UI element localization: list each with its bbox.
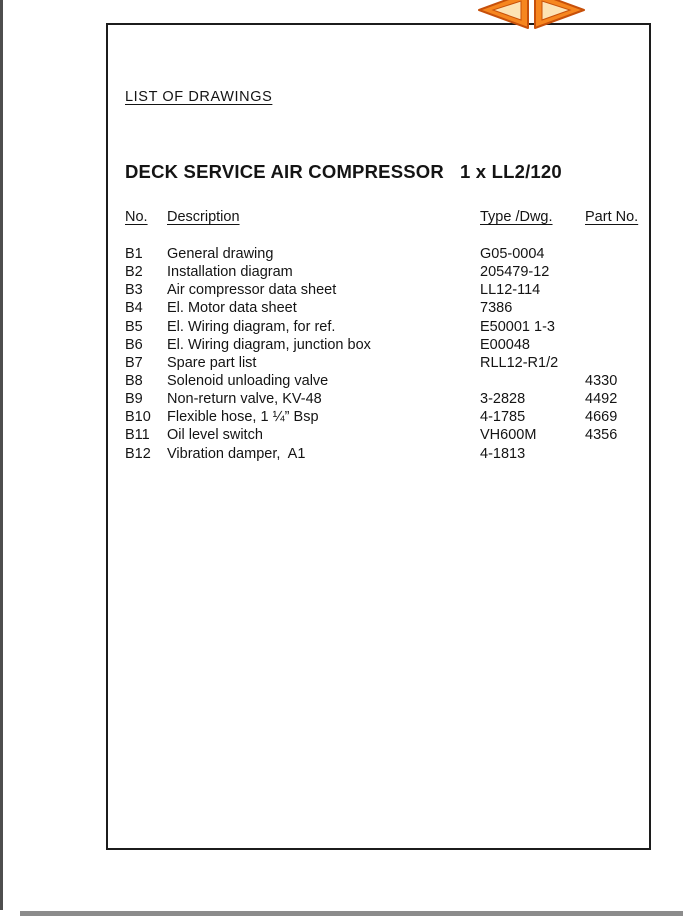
cell-part-no: 4356 — [585, 427, 618, 444]
cell-type-dwg: 4-1785 — [480, 409, 526, 426]
table-row — [108, 372, 649, 390]
cell-type-dwg: RLL12-R1/2 — [480, 354, 559, 371]
cell-no: B12 — [125, 445, 151, 462]
cell-part-no — [585, 354, 649, 372]
table-row — [108, 390, 649, 408]
cell-part-no — [585, 318, 649, 336]
cell-description: El. Wiring diagram, junction box — [167, 336, 371, 353]
cell-type-dwg: 3-2828 — [480, 391, 526, 408]
cell-no: B3 — [125, 282, 143, 299]
cell-no: B2 — [125, 264, 143, 281]
document-page — [106, 23, 651, 850]
scan-edge-bottom — [20, 911, 683, 916]
cell-type-dwg: E00048 — [480, 336, 530, 353]
table-row — [108, 354, 649, 372]
table-row — [108, 281, 649, 299]
cell-part-no — [585, 263, 649, 281]
table-row — [108, 445, 649, 463]
cell-description: Spare part list — [167, 354, 257, 371]
cell-description: Non-return valve, KV-48 — [167, 391, 322, 408]
column-header-part-no: Part No. — [585, 209, 639, 225]
table-row — [108, 426, 649, 444]
table-row — [108, 263, 649, 281]
cell-no: B8 — [125, 372, 143, 389]
cell-type-dwg — [480, 372, 585, 390]
table-row — [108, 336, 649, 354]
cell-no: B7 — [125, 354, 143, 371]
cell-description: Air compressor data sheet — [167, 282, 337, 299]
cell-no: B10 — [125, 409, 151, 426]
cell-description: El. Wiring diagram, for ref. — [167, 318, 336, 335]
cell-description: Solenoid unloading valve — [167, 372, 329, 389]
cell-no: B11 — [125, 427, 150, 444]
page-nav — [477, 0, 587, 29]
table-row — [108, 299, 649, 317]
document-title: DECK SERVICE AIR COMPRESSOR 1 x LL2/120 — [125, 161, 562, 182]
cell-type-dwg: 205479-12 — [480, 264, 550, 281]
cell-description: El. Motor data sheet — [167, 300, 297, 317]
scan-edge-left — [0, 0, 3, 910]
cell-type-dwg: LL12-114 — [480, 282, 541, 299]
cell-type-dwg: 4-1813 — [480, 445, 526, 462]
table-row — [108, 408, 649, 426]
table-row — [108, 318, 649, 336]
cell-no: B1 — [125, 246, 143, 262]
cell-part-no — [585, 445, 649, 463]
cell-type-dwg: VH600M — [480, 427, 537, 444]
column-header-type-dwg: Type /Dwg. — [480, 209, 553, 225]
cell-part-no: 4330 — [585, 372, 618, 389]
next-page-icon[interactable] — [534, 0, 586, 29]
cell-description: General drawing — [167, 246, 274, 262]
cell-description: Vibration damper, A1 — [167, 445, 306, 462]
cell-type-dwg: E50001 1-3 — [480, 318, 555, 335]
cell-part-no — [585, 245, 649, 263]
column-header-no: No. — [125, 209, 148, 225]
cell-description: Flexible hose, 1 ¼” Bsp — [167, 409, 319, 426]
page-heading: LIST OF DRAWINGS — [125, 89, 273, 105]
cell-part-no — [585, 299, 649, 317]
cell-no: B4 — [125, 300, 143, 317]
cell-part-no — [585, 281, 649, 299]
cell-no: B6 — [125, 336, 143, 353]
column-header-description: Description — [167, 209, 240, 225]
cell-description: Oil level switch — [167, 427, 263, 444]
table-row — [108, 245, 649, 263]
cell-type-dwg: G05-0004 — [480, 246, 545, 262]
drawings-table — [108, 245, 649, 463]
cell-type-dwg: 7386 — [480, 300, 513, 317]
table-header — [108, 209, 666, 226]
cell-description: Installation diagram — [167, 264, 293, 281]
prev-page-icon[interactable] — [477, 0, 529, 29]
cell-no: B5 — [125, 318, 143, 335]
cell-part-no — [585, 336, 649, 354]
cell-part-no: 4492 — [585, 391, 618, 408]
cell-no: B9 — [125, 391, 143, 408]
cell-part-no: 4669 — [585, 409, 618, 426]
